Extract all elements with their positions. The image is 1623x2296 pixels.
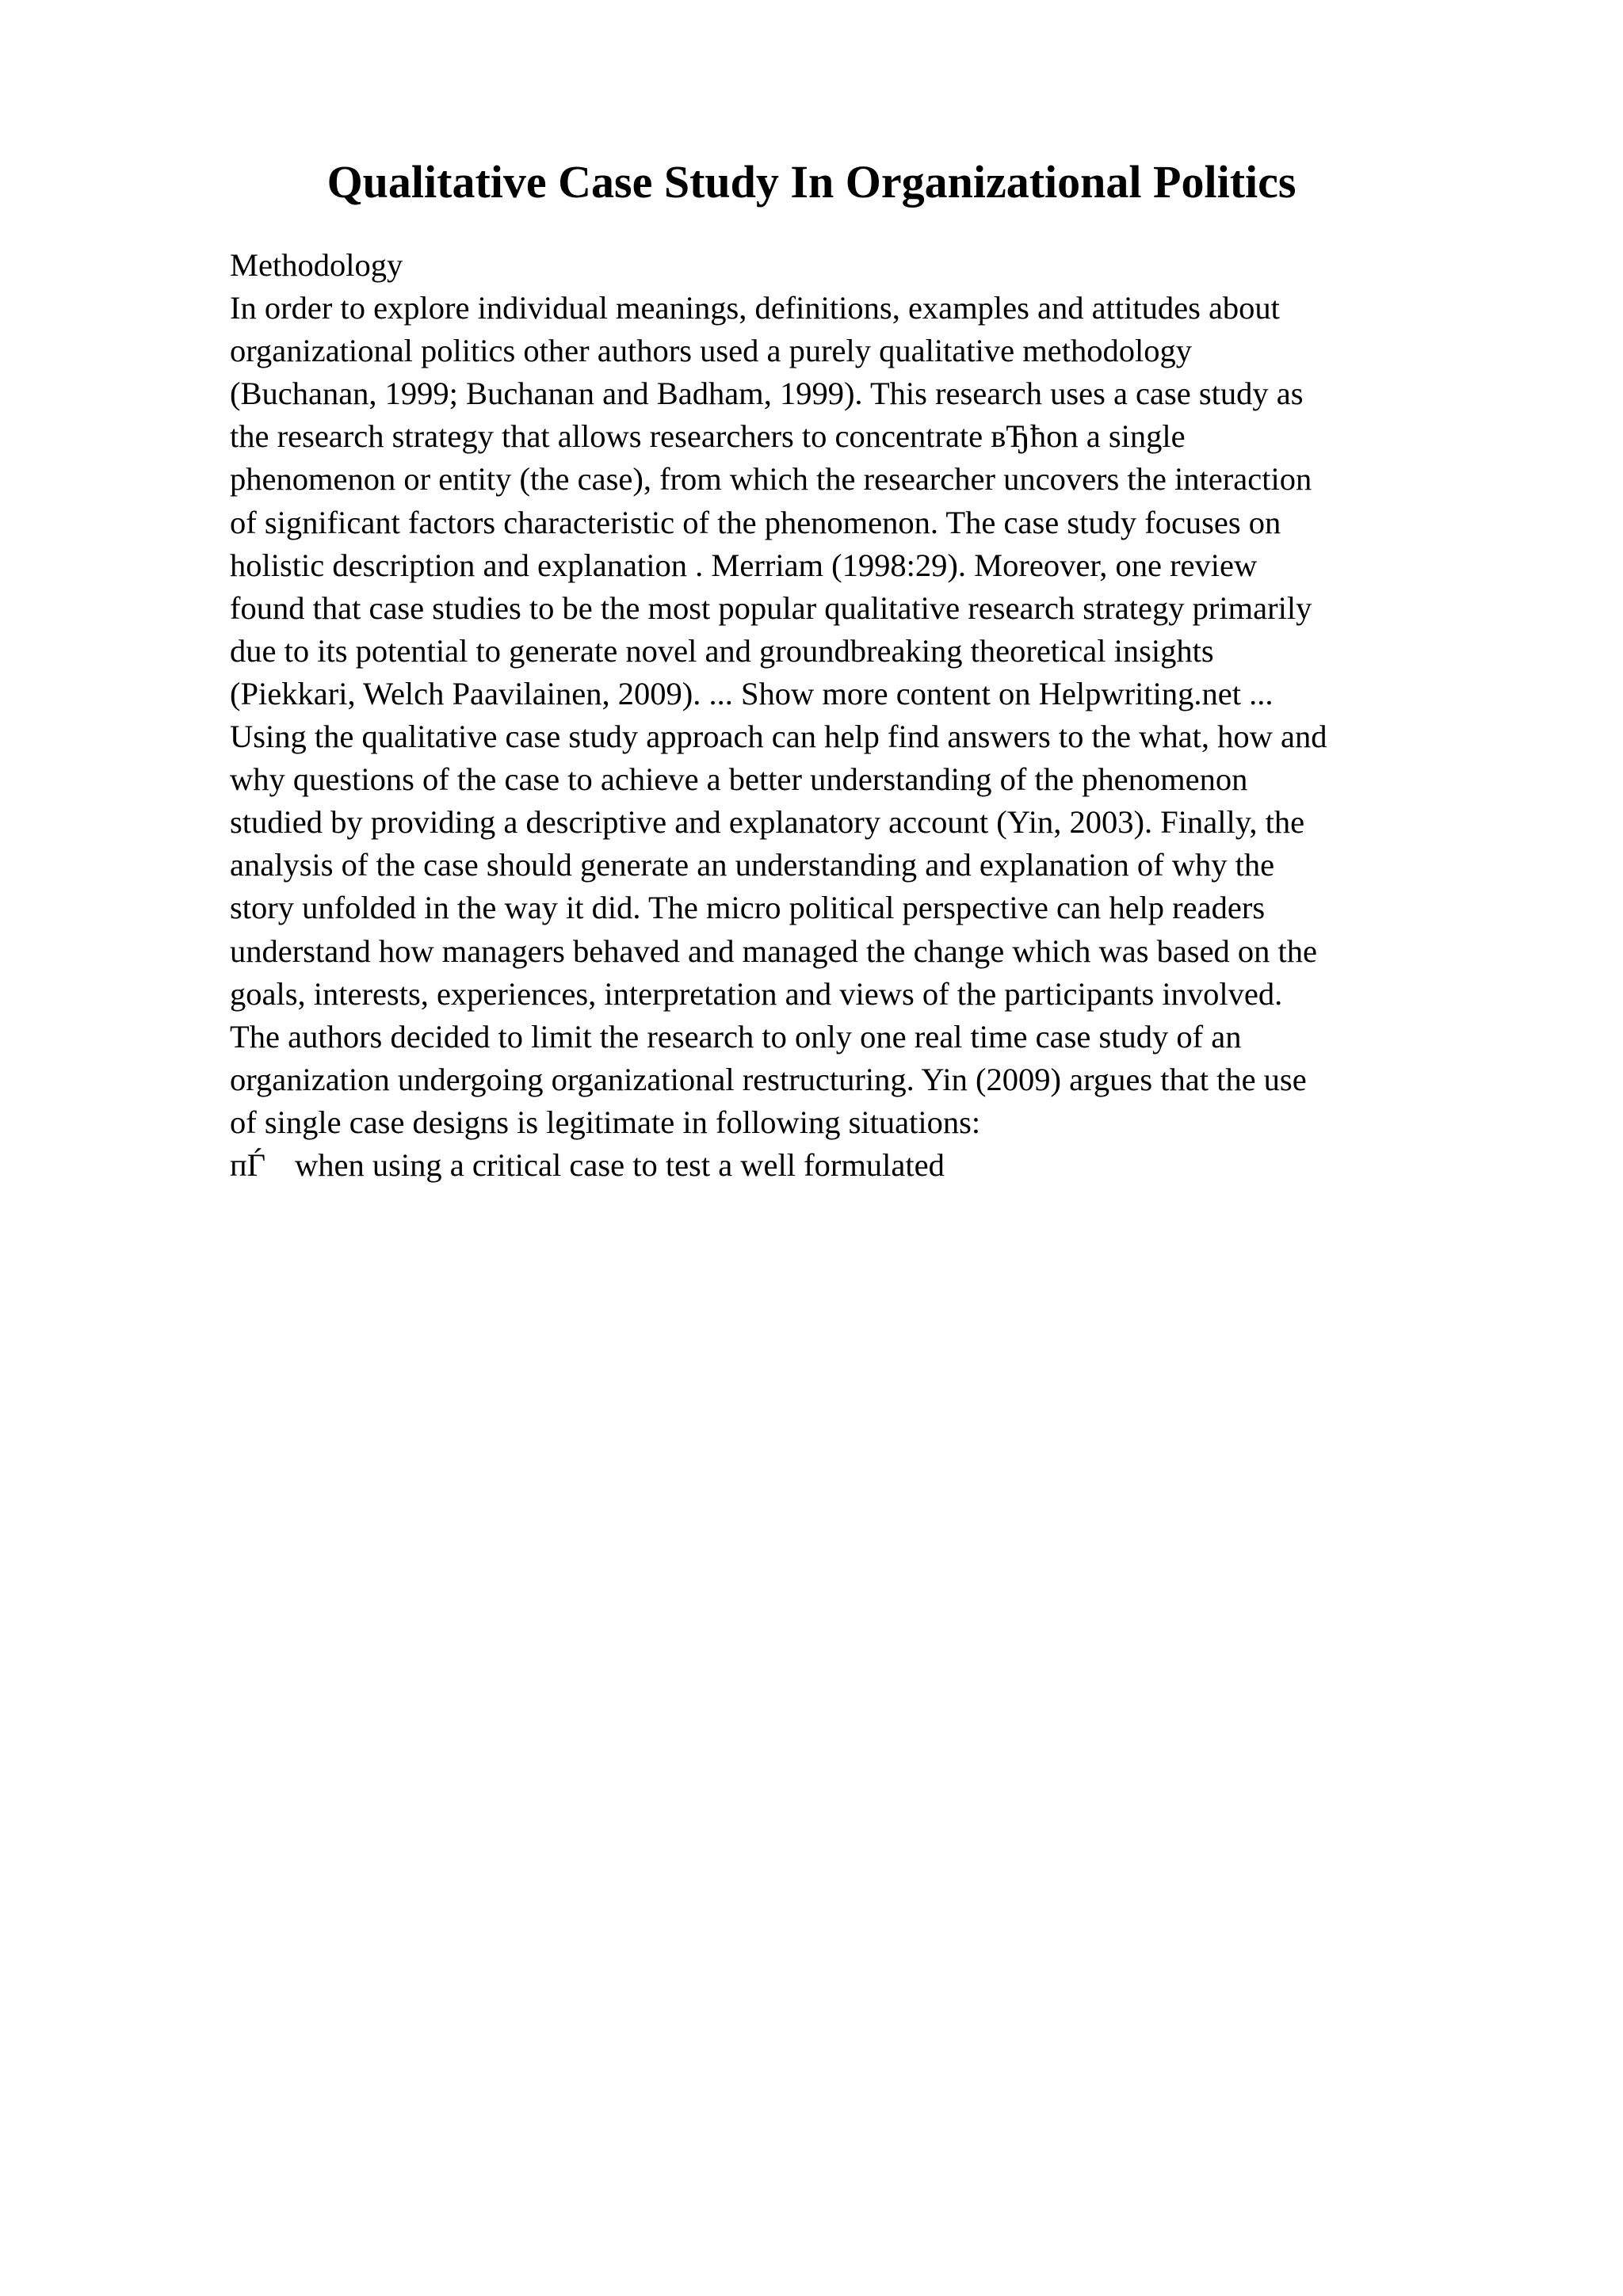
document-title: Qualitative Case Study In Organizational Politics (327, 156, 1296, 208)
body-line: organizational politics other authors used a purely qualitative methodology (230, 333, 1192, 369)
body-line: understand how managers behaved and managed the change which was based on the (230, 933, 1318, 969)
body-line: Using the qualitative case study approach can help find answers to the what, how and (230, 719, 1327, 755)
body-line: of single case designs is legitimate in following situations: (230, 1104, 981, 1140)
body-line: phenomenon or entity (the case), from which the researcher uncovers the interaction (230, 461, 1312, 498)
body-line: found that case studies to be the most popular qualitative research strategy primarily (230, 589, 1312, 626)
body-line: the research strategy that allows researchers to concentrate вЂћon a single (230, 418, 1186, 455)
body-line: (Buchanan, 1999; Buchanan and Badham, 1999). This research uses a case study as (230, 376, 1304, 412)
body-line: of significant factors characteristic of the phenomenon. The case study focuses on (230, 504, 1281, 540)
body-line: due to its potential to generate novel and groundbreaking theoretical insights (230, 632, 1214, 669)
body-line: (Piekkari, Welch Paavilainen, 2009). ... Show more content on Helpwriting.net ... (230, 675, 1274, 711)
bullet-marker: пЃ (230, 1146, 266, 1183)
body-line: story unfolded in the way it did. The micro political perspective can help readers (230, 890, 1266, 926)
body-line: In order to explore individual meanings, definitions, examples and attitudes about (230, 290, 1280, 326)
body-line: studied by providing a descriptive and explanatory account (Yin, 2003). Finally, the (230, 804, 1305, 841)
body-line: holistic description and explanation . Merriam (1998:29). Moreover, one review (230, 547, 1258, 583)
body-line: analysis of the case should generate an understanding and explanation of why the (230, 847, 1275, 883)
bullet-text: when using a critical case to test a well formulated (295, 1146, 945, 1183)
body-line: goals, interests, experiences, interpretation and views of the participants involved. (230, 975, 1283, 1012)
body-line: The authors decided to limit the research to only one real time case study of an (230, 1018, 1242, 1055)
document-body (230, 244, 1529, 1187)
section-heading: Methodology (230, 247, 403, 283)
bullet-item (230, 1144, 1529, 1187)
body-line: organization undergoing organizational restructuring. Yin (2009) argues that the use (230, 1061, 1307, 1097)
body-line: why questions of the case to achieve a better understanding of the phenomenon (230, 761, 1248, 798)
